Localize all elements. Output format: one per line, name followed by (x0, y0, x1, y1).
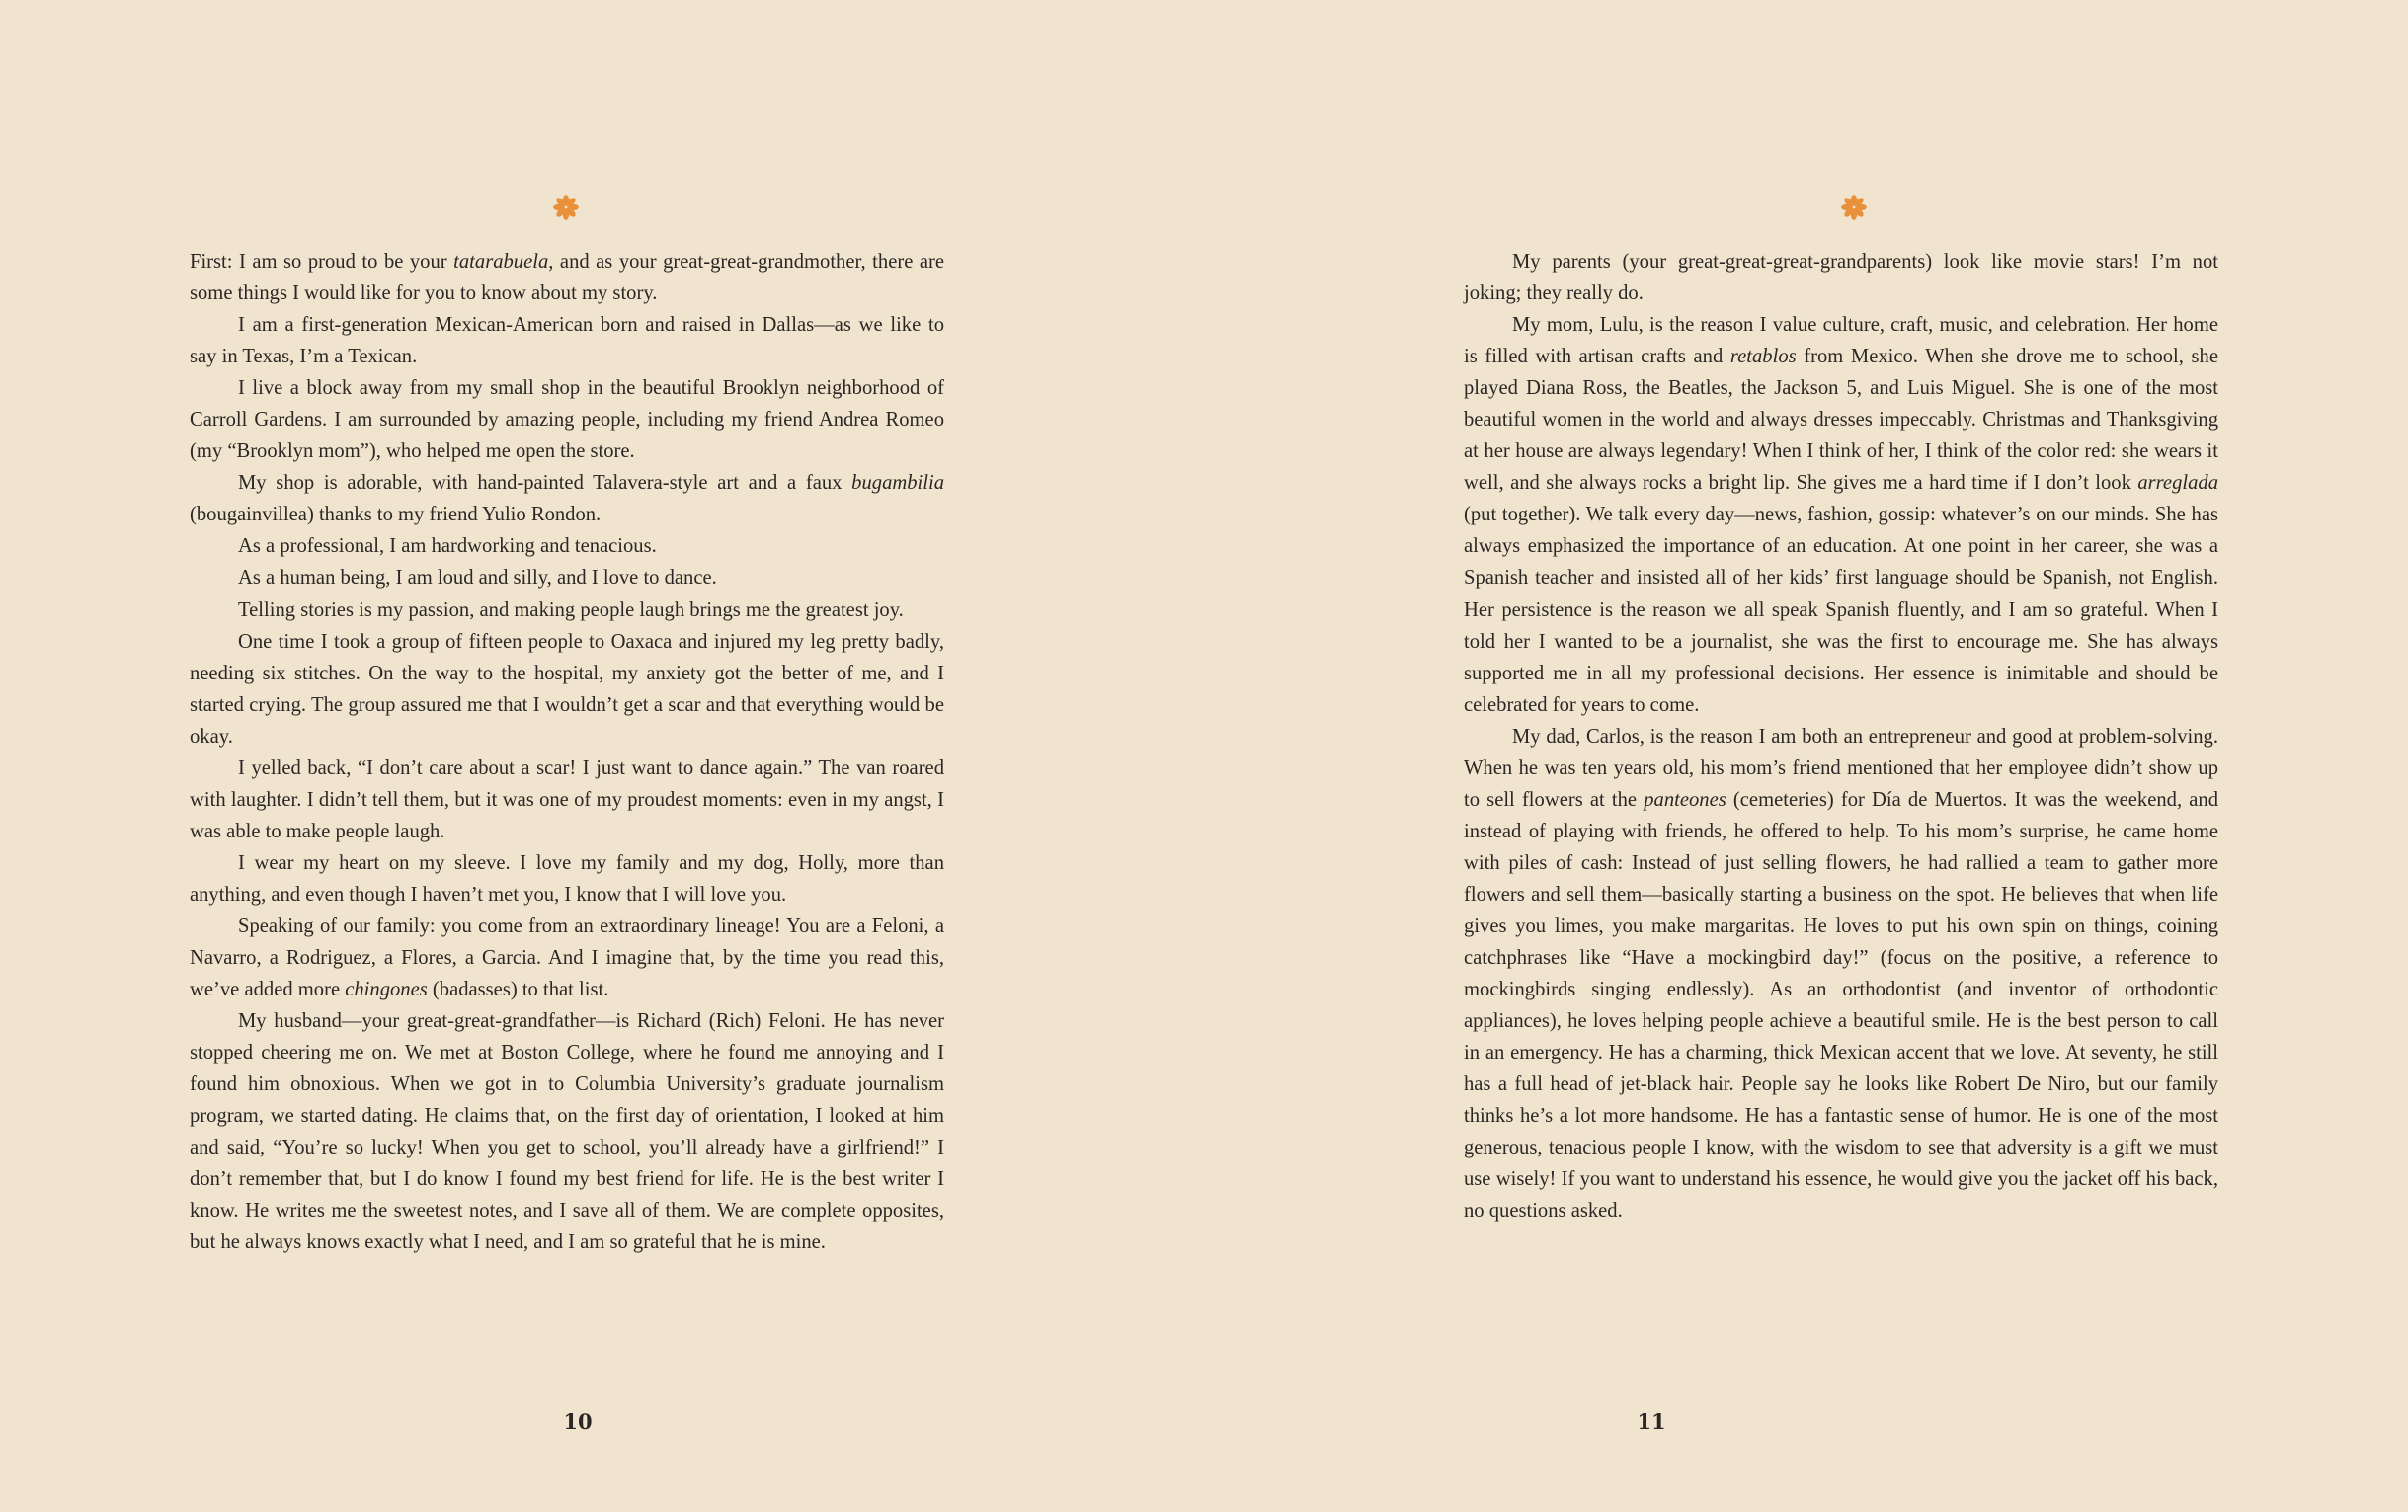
text-run: My shop is adorable, with hand-painted Talavera-style art and a faux (238, 472, 852, 495)
text-run: I live a block away from my small shop in the beautiful Brooklyn neighborhood of Carroll Gardens. I am surrounded by amazing people, including my friend Andrea Romeo (my “Brooklyn mom”), who helped me open the store. (190, 377, 944, 463)
body-paragraph (190, 595, 944, 626)
body-paragraph (190, 753, 944, 847)
text-run: (cemeteries) for Día de Muertos. It was the weekend, and instead of playing with friends, he offered to help. To his mom’s surprise, he came home with piles of cash: Instead of just selling flowers, he had rallied a team to gather more flowers and sell them—basically starting a business on the spot. He believes that when life gives you limes, you make margaritas. He loves to put his own spin on things, coining catchphrases like “Have a mockingbird day!” (focus on the positive, a reference to mockingbirds singing endlessly). As an orthodontist (and inventor of orthodontic appliances), he loves helping people achieve a beautiful smile. He is the best person to call in an emergency. He has a charming, thick Mexican accent that we love. At seventy, he still has a full head of jet-black hair. People say he looks like Robert De Niro, but our family thinks he’s a lot more handsome. He has a fantastic sense of humor. He is one of the most generous, tenacious people I know, with the wisdom to see that adversity is a gift we must use wisely! If you want to understand his essence, he would give you the jacket off his back, no questions asked. (1464, 788, 2218, 1223)
text-run: As a professional, I am hardworking and tenacious. (238, 535, 657, 558)
italic-term: retablos (1729, 346, 1797, 368)
text-run: Speaking of our family: you come from an extraordinary lineage! You are a Feloni, a Navarro, a Rodriguez, a Flores, a Garcia. And I imagine that, by the time you read this, we’ve added more (190, 915, 944, 1001)
right-page (1204, 0, 2408, 1512)
flower-asterisk-icon (1840, 194, 1868, 221)
text-run: My mom, Lulu, is the reason I value culture, craft, music, and celebration. Her home is filled with artisan crafts and (1464, 314, 2218, 368)
flower-asterisk-icon (552, 194, 580, 221)
body-paragraph (190, 847, 944, 911)
text-run: (bougainvillea) thanks to my friend Yulio Rondon. (190, 504, 602, 526)
text-run: (put together). We talk every day—news, fashion, gossip: whatever’s on our minds. She has always emphasized the importance of an education. At one point in her career, she was a Spanish teacher and insisted all of her kids’ first language should be Spanish, not English. Her persistence is the reason we all speak Spanish fluently, and I am so grateful. When I told her I wanted to be a journalist, she was the first to encourage me. She has always supported me in all my professional decisions. Her essence is inimitable and should be celebrated for years to come. (1464, 504, 2218, 716)
body-paragraph (1464, 309, 2218, 721)
text-run: Telling stories is my passion, and making people laugh brings me the greatest joy. (238, 598, 904, 621)
left-page-text (190, 246, 944, 1259)
right-page-text (1464, 246, 2218, 1227)
body-paragraph (190, 467, 944, 530)
italic-term: tatarabuela (453, 251, 549, 273)
text-run: , and as your great-great-grandmother, there are some things I would like for you to know about my story. (190, 251, 944, 305)
text-run: As a human being, I am loud and silly, and I love to dance. (238, 567, 717, 590)
text-run: One time I took a group of fifteen people to Oaxaca and injured my leg pretty badly, needing six stitches. On the way to the hospital, my anxiety got the better of me, and I started crying. The group assured me that I wouldn’t get a scar and that everything would be okay. (190, 630, 944, 748)
body-paragraph (1464, 721, 2218, 1228)
body-paragraph (190, 1005, 944, 1258)
page-number: 11 (1637, 1409, 1666, 1434)
text-run: from Mexico. When she drove me to school, she played Diana Ross, the Beatles, the Jackson 5, and Luis Miguel. She is one of the most beautiful women in the world and always dresses impeccably. Christmas and Thanksgiving at her house are always legendary! When I think of her, I think of the color red: she wears it well, and she always rocks a bright lip. She gives me a hard time if I don’t look (1464, 346, 2218, 495)
body-paragraph (1464, 246, 2218, 309)
italic-term: bugambilia (851, 472, 944, 495)
body-paragraph (190, 911, 944, 1005)
text-run: I wear my heart on my sleeve. I love my family and my dog, Holly, more than anything, and even though I haven’t met you, I know that I will love you. (190, 851, 944, 906)
italic-term: arreglada (2137, 472, 2218, 495)
body-paragraph (190, 246, 944, 309)
text-run: My dad, Carlos, is the reason I am both an entrepreneur and good at problem-solving. When he was ten years old, his mom’s friend mentioned that her employee didn’t show up to sell flowers at the (1464, 725, 2218, 811)
text-run: I am a first-generation Mexican-American born and raised in Dallas—as we like to say in Texas, I’m a Texican. (190, 314, 944, 368)
text-run: My husband—your great-great-grandfather—is Richard (Rich) Feloni. He has never stopped cheering me on. We met at Boston College, where he found me annoying and I found him obnoxious. When we got in to Columbia University’s graduate journalism program, we started dating. He claims that, on the first day of orientation, I looked at him and said, “You’re so lucky! When you get to school, you’ll already have a girlfriend!” I don’t remember that, but I do know I found my best friend for life. He is the best writer I know. He writes me the sweetest notes, and I save all of them. We are complete opposites, but he always knows exactly what I need, and I am so grateful that he is mine. (190, 1010, 944, 1254)
body-paragraph (190, 626, 944, 753)
body-paragraph (190, 562, 944, 594)
text-run: (badasses) to that list. (427, 979, 609, 1001)
body-paragraph (190, 530, 944, 562)
page-number: 10 (563, 1409, 593, 1434)
body-paragraph (190, 309, 944, 372)
italic-term: panteones (1644, 788, 1726, 811)
body-paragraph (190, 372, 944, 467)
italic-term: chingones (345, 979, 428, 1001)
text-run: I yelled back, “I don’t care about a scar! I just want to dance again.” The van roared with laughter. I didn’t tell them, but it was one of my proudest moments: even in my angst, I was able to make people laugh. (190, 756, 944, 842)
text-run: First: I am so proud to be your (190, 251, 454, 273)
text-run: My parents (your great-great-great-grandparents) look like movie stars! I’m not joking; they really do. (1464, 251, 2218, 305)
